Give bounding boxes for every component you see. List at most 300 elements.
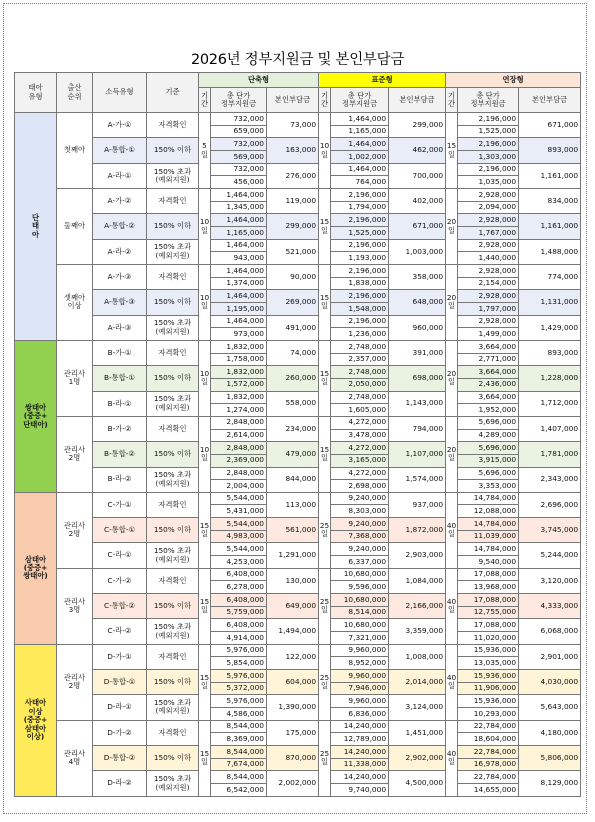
short-total-price: 2,848,000 [211, 416, 267, 429]
short-copay: 119,000 [267, 189, 319, 214]
standard-total-price: 2,196,000 [331, 315, 389, 328]
income-type-code: A-통합-③ [93, 290, 147, 315]
extended-gov-subsidy: 11,020,000 [458, 632, 519, 645]
standard-period: 15 일 [319, 416, 331, 492]
standard-total-price: 14,240,000 [331, 745, 389, 758]
criteria-label: 150% 초과 (예외지원) [147, 391, 199, 416]
income-type-code: D-라-① [93, 695, 147, 720]
short-copay: 269,000 [267, 290, 319, 315]
short-period: 15 일 [199, 644, 211, 720]
income-type-code: D-가-① [93, 644, 147, 669]
extended-copay: 893,000 [519, 340, 581, 365]
extended-copay: 1,407,000 [519, 416, 581, 441]
extended-gov-subsidy: 1,767,000 [458, 227, 519, 240]
extended-period: 20 일 [446, 416, 458, 492]
standard-gov-subsidy: 1,193,000 [331, 252, 389, 265]
criteria-label: 자격확인 [147, 265, 199, 290]
short-total-price: 8,544,000 [211, 771, 267, 784]
fetus-type-label: 쌍태아 (중증+ 단태아) [15, 340, 57, 492]
short-gov-subsidy: 4,914,000 [211, 632, 267, 645]
standard-gov-subsidy: 1,002,000 [331, 151, 389, 164]
standard-copay: 1,084,000 [389, 568, 446, 593]
header-fetus-type: 태아 유형 [15, 73, 57, 113]
short-period: 15 일 [199, 568, 211, 644]
short-period: 10 일 [199, 189, 211, 265]
short-copay: 175,000 [267, 720, 319, 745]
standard-period: 10 일 [319, 113, 331, 189]
standard-gov-subsidy: 8,303,000 [331, 505, 389, 518]
table-row [15, 214, 581, 227]
income-type-code: D-통합-① [93, 670, 147, 695]
short-gov-subsidy: 569,000 [211, 151, 267, 164]
extended-period: 20 일 [446, 189, 458, 265]
standard-gov-subsidy: 7,321,000 [331, 632, 389, 645]
short-copay: 844,000 [267, 467, 319, 492]
standard-total-price: 2,196,000 [331, 265, 389, 278]
table-row [15, 745, 581, 758]
header-extended-period: 기 간 [446, 88, 458, 113]
criteria-label: 150% 이하 [147, 214, 199, 239]
extended-total-price: 2,928,000 [458, 239, 519, 252]
extended-gov-subsidy: 13,968,000 [458, 581, 519, 594]
short-total-price: 2,848,000 [211, 467, 267, 480]
extended-copay: 1,781,000 [519, 442, 581, 467]
short-gov-subsidy: 4,586,000 [211, 707, 267, 720]
table-row [15, 720, 581, 733]
extended-gov-subsidy: 3,915,000 [458, 454, 519, 467]
standard-total-price: 2,748,000 [331, 340, 389, 353]
extended-total-price: 2,928,000 [458, 315, 519, 328]
header-short-total: 총 단가 정부지원금 [211, 88, 267, 113]
table-row [15, 695, 581, 708]
standard-total-price: 9,240,000 [331, 492, 389, 505]
short-gov-subsidy: 2,004,000 [211, 480, 267, 493]
income-type-code: A-가-② [93, 189, 147, 214]
extended-total-price: 14,784,000 [458, 492, 519, 505]
criteria-label: 150% 초과 (예외지원) [147, 467, 199, 492]
table-row [15, 543, 581, 556]
short-total-price: 8,544,000 [211, 720, 267, 733]
table-row [15, 138, 581, 151]
birth-order-label: 둘째아 [57, 189, 93, 265]
extended-total-price: 22,784,000 [458, 745, 519, 758]
income-type-code: B-가-② [93, 416, 147, 441]
short-gov-subsidy: 943,000 [211, 252, 267, 265]
extended-total-price: 3,664,000 [458, 366, 519, 379]
extended-gov-subsidy: 2,094,000 [458, 201, 519, 214]
standard-gov-subsidy: 9,596,000 [331, 581, 389, 594]
header-criteria: 기준 [147, 73, 199, 113]
short-total-price: 5,976,000 [211, 644, 267, 657]
table-row [15, 315, 581, 328]
extended-gov-subsidy: 3,353,000 [458, 480, 519, 493]
extended-total-price: 14,784,000 [458, 518, 519, 531]
standard-gov-subsidy: 6,337,000 [331, 556, 389, 569]
standard-copay: 391,000 [389, 340, 446, 365]
extended-copay: 671,000 [519, 113, 581, 138]
income-type-code: B-라-① [93, 391, 147, 416]
short-copay: 1,494,000 [267, 619, 319, 644]
short-copay: 870,000 [267, 745, 319, 770]
short-copay: 558,000 [267, 391, 319, 416]
extended-gov-subsidy: 1,797,000 [458, 302, 519, 315]
short-total-price: 5,976,000 [211, 695, 267, 708]
extended-total-price: 15,936,000 [458, 670, 519, 683]
standard-gov-subsidy: 3,165,000 [331, 454, 389, 467]
criteria-label: 150% 초과 (예외지원) [147, 619, 199, 644]
standard-total-price: 1,464,000 [331, 113, 389, 126]
short-copay: 1,291,000 [267, 543, 319, 568]
short-copay: 90,000 [267, 265, 319, 290]
standard-total-price: 2,196,000 [331, 239, 389, 252]
short-gov-subsidy: 659,000 [211, 125, 267, 138]
header-extended-copay: 본인부담금 [519, 88, 581, 113]
extended-period: 40 일 [446, 720, 458, 796]
short-copay: 649,000 [267, 594, 319, 619]
short-copay: 299,000 [267, 214, 319, 239]
short-total-price: 732,000 [211, 138, 267, 151]
table-row [15, 594, 581, 607]
table-row [15, 340, 581, 353]
standard-gov-subsidy: 1,548,000 [331, 302, 389, 315]
extended-total-price: 17,088,000 [458, 619, 519, 632]
standard-copay: 2,902,000 [389, 745, 446, 770]
page-title: 2026년 정부지원금 및 본인부담금 [190, 52, 405, 68]
standard-total-price: 14,240,000 [331, 720, 389, 733]
extended-total-price: 5,696,000 [458, 416, 519, 429]
short-gov-subsidy: 4,983,000 [211, 530, 267, 543]
table-row [15, 366, 581, 379]
criteria-label: 150% 초과 (예외지원) [147, 771, 199, 797]
extended-gov-subsidy: 12,088,000 [458, 505, 519, 518]
short-gov-subsidy: 2,614,000 [211, 429, 267, 442]
short-copay: 276,000 [267, 163, 319, 188]
extended-total-price: 2,196,000 [458, 113, 519, 126]
birth-order-label: 관리사 2명 [57, 644, 93, 720]
short-total-price: 1,832,000 [211, 340, 267, 353]
criteria-label: 자격확인 [147, 416, 199, 441]
income-type-code: C-라-② [93, 619, 147, 644]
criteria-label: 150% 이하 [147, 745, 199, 770]
birth-order-label: 첫째아 [57, 113, 93, 189]
table-row [15, 416, 581, 429]
criteria-label: 150% 초과 (예외지원) [147, 695, 199, 720]
extended-copay: 4,180,000 [519, 720, 581, 745]
extended-total-price: 3,664,000 [458, 340, 519, 353]
table-row [15, 391, 581, 404]
standard-total-price: 1,464,000 [331, 163, 389, 176]
short-copay: 260,000 [267, 366, 319, 391]
table-row [15, 290, 581, 303]
short-total-price: 732,000 [211, 163, 267, 176]
extended-total-price: 5,696,000 [458, 442, 519, 455]
extended-gov-subsidy: 1,525,000 [458, 125, 519, 138]
standard-gov-subsidy: 2,698,000 [331, 480, 389, 493]
extended-copay: 1,131,000 [519, 290, 581, 315]
standard-copay: 2,903,000 [389, 543, 446, 568]
short-copay: 73,000 [267, 113, 319, 138]
standard-total-price: 4,272,000 [331, 467, 389, 480]
standard-gov-subsidy: 1,794,000 [331, 201, 389, 214]
short-total-price: 8,544,000 [211, 745, 267, 758]
extended-copay: 1,161,000 [519, 214, 581, 239]
extended-gov-subsidy: 14,655,000 [458, 783, 519, 796]
standard-gov-subsidy: 764,000 [331, 176, 389, 189]
criteria-label: 자격확인 [147, 113, 199, 138]
short-total-price: 1,464,000 [211, 214, 267, 227]
header-short-period: 기 간 [199, 88, 211, 113]
short-gov-subsidy: 1,572,000 [211, 378, 267, 391]
criteria-label: 150% 이하 [147, 290, 199, 315]
income-type-code: A-가-① [93, 113, 147, 138]
extended-total-price: 2,928,000 [458, 290, 519, 303]
extended-copay: 2,696,000 [519, 492, 581, 517]
extended-total-price: 22,784,000 [458, 771, 519, 784]
short-total-price: 5,544,000 [211, 492, 267, 505]
short-gov-subsidy: 1,345,000 [211, 201, 267, 214]
subsidy-table [14, 72, 581, 797]
extended-gov-subsidy: 16,978,000 [458, 758, 519, 771]
standard-total-price: 2,196,000 [331, 189, 389, 202]
criteria-label: 자격확인 [147, 189, 199, 214]
standard-period: 25 일 [319, 492, 331, 568]
income-type-code: A-라-② [93, 239, 147, 264]
income-type-code: D-라-② [93, 771, 147, 797]
extended-total-price: 3,664,000 [458, 391, 519, 404]
extended-gov-subsidy: 11,039,000 [458, 530, 519, 543]
short-copay: 521,000 [267, 239, 319, 264]
short-total-price: 1,464,000 [211, 239, 267, 252]
birth-order-label: 관리사 4명 [57, 720, 93, 796]
extended-copay: 6,068,000 [519, 619, 581, 644]
criteria-label: 자격확인 [147, 644, 199, 669]
short-gov-subsidy: 5,372,000 [211, 682, 267, 695]
criteria-label: 자격확인 [147, 720, 199, 745]
standard-total-price: 2,748,000 [331, 366, 389, 379]
short-gov-subsidy: 8,369,000 [211, 733, 267, 746]
standard-total-price: 9,960,000 [331, 644, 389, 657]
criteria-label: 150% 이하 [147, 366, 199, 391]
standard-gov-subsidy: 2,357,000 [331, 353, 389, 366]
standard-copay: 3,359,000 [389, 619, 446, 644]
standard-gov-subsidy: 6,836,000 [331, 707, 389, 720]
standard-total-price: 2,196,000 [331, 214, 389, 227]
standard-total-price: 10,680,000 [331, 594, 389, 607]
standard-copay: 1,143,000 [389, 391, 446, 416]
extended-copay: 4,030,000 [519, 670, 581, 695]
standard-gov-subsidy: 9,740,000 [331, 783, 389, 796]
standard-gov-subsidy: 1,605,000 [331, 404, 389, 417]
standard-total-price: 9,240,000 [331, 518, 389, 531]
fetus-type-label: 단 태 아 [15, 113, 57, 341]
extended-copay: 774,000 [519, 265, 581, 290]
criteria-label: 150% 이하 [147, 138, 199, 163]
header-standard-period: 기 간 [319, 88, 331, 113]
extended-total-price: 22,784,000 [458, 720, 519, 733]
extended-total-price: 2,928,000 [458, 214, 519, 227]
extended-gov-subsidy: 1,440,000 [458, 252, 519, 265]
extended-copay: 8,129,000 [519, 771, 581, 797]
criteria-label: 150% 이하 [147, 442, 199, 467]
short-gov-subsidy: 4,253,000 [211, 556, 267, 569]
short-gov-subsidy: 1,374,000 [211, 277, 267, 290]
table-row [15, 771, 581, 784]
standard-copay: 1,107,000 [389, 442, 446, 467]
table-row [15, 113, 581, 126]
criteria-label: 150% 초과 (예외지원) [147, 543, 199, 568]
standard-total-price: 2,748,000 [331, 391, 389, 404]
standard-copay: 700,000 [389, 163, 446, 188]
extended-total-price: 15,936,000 [458, 644, 519, 657]
standard-copay: 671,000 [389, 214, 446, 239]
table-row [15, 619, 581, 632]
extended-copay: 1,488,000 [519, 239, 581, 264]
extended-period: 40 일 [446, 492, 458, 568]
table-row [15, 568, 581, 581]
table-row [15, 265, 581, 278]
header-standard-total: 총 단가 정부지원금 [331, 88, 389, 113]
standard-copay: 1,451,000 [389, 720, 446, 745]
extended-period: 20 일 [446, 340, 458, 416]
standard-copay: 358,000 [389, 265, 446, 290]
criteria-label: 자격확인 [147, 568, 199, 593]
short-period: 10 일 [199, 340, 211, 416]
income-type-code: A-통합-① [93, 138, 147, 163]
header-extended-total: 총 단가 정부지원금 [458, 88, 519, 113]
criteria-label: 자격확인 [147, 492, 199, 517]
standard-gov-subsidy: 1,165,000 [331, 125, 389, 138]
standard-copay: 2,014,000 [389, 670, 446, 695]
extended-copay: 3,120,000 [519, 568, 581, 593]
criteria-label: 150% 이하 [147, 594, 199, 619]
short-gov-subsidy: 456,000 [211, 176, 267, 189]
income-type-code: C-가-② [93, 568, 147, 593]
short-total-price: 6,408,000 [211, 619, 267, 632]
short-total-price: 6,408,000 [211, 594, 267, 607]
extended-gov-subsidy: 2,436,000 [458, 378, 519, 391]
income-type-code: D-가-② [93, 720, 147, 745]
short-total-price: 1,464,000 [211, 315, 267, 328]
criteria-label: 150% 이하 [147, 670, 199, 695]
criteria-label: 자격확인 [147, 340, 199, 365]
header-short: 단축형 [199, 73, 319, 88]
short-copay: 604,000 [267, 670, 319, 695]
standard-gov-subsidy: 11,338,000 [331, 758, 389, 771]
extended-period: 40 일 [446, 568, 458, 644]
table-row [15, 467, 581, 480]
short-total-price: 1,464,000 [211, 290, 267, 303]
standard-total-price: 4,272,000 [331, 416, 389, 429]
short-total-price: 5,544,000 [211, 543, 267, 556]
standard-gov-subsidy: 12,789,000 [331, 733, 389, 746]
standard-copay: 1,574,000 [389, 467, 446, 492]
table-row [15, 670, 581, 683]
table-row [15, 644, 581, 657]
standard-gov-subsidy: 2,050,000 [331, 378, 389, 391]
table-row [15, 239, 581, 252]
extended-gov-subsidy: 1,499,000 [458, 328, 519, 341]
income-type-code: B-가-① [93, 340, 147, 365]
standard-total-price: 1,464,000 [331, 138, 389, 151]
income-type-code: A-라-① [93, 163, 147, 188]
extended-gov-subsidy: 1,952,000 [458, 404, 519, 417]
standard-copay: 960,000 [389, 315, 446, 340]
standard-gov-subsidy: 7,368,000 [331, 530, 389, 543]
extended-total-price: 2,196,000 [458, 138, 519, 151]
short-gov-subsidy: 1,274,000 [211, 404, 267, 417]
standard-total-price: 10,680,000 [331, 619, 389, 632]
standard-copay: 937,000 [389, 492, 446, 517]
extended-gov-subsidy: 13,035,000 [458, 657, 519, 670]
short-gov-subsidy: 7,674,000 [211, 758, 267, 771]
birth-order-label: 셋째아 이상 [57, 265, 93, 341]
short-gov-subsidy: 5,854,000 [211, 657, 267, 670]
extended-copay: 1,161,000 [519, 163, 581, 188]
standard-gov-subsidy: 7,946,000 [331, 682, 389, 695]
income-type-code: D-통합-② [93, 745, 147, 770]
birth-order-label: 관리사 1명 [57, 340, 93, 416]
extended-gov-subsidy: 12,755,000 [458, 606, 519, 619]
standard-period: 15 일 [319, 265, 331, 341]
extended-gov-subsidy: 18,604,000 [458, 733, 519, 746]
extended-total-price: 17,088,000 [458, 568, 519, 581]
standard-copay: 794,000 [389, 416, 446, 441]
standard-copay: 462,000 [389, 138, 446, 163]
header-standard: 표준형 [319, 73, 446, 88]
short-gov-subsidy: 6,542,000 [211, 783, 267, 796]
extended-copay: 5,806,000 [519, 745, 581, 770]
standard-total-price: 9,240,000 [331, 543, 389, 556]
standard-total-price: 14,240,000 [331, 771, 389, 784]
standard-copay: 3,124,000 [389, 695, 446, 720]
birth-order-label: 관리사 2명 [57, 492, 93, 568]
income-type-code: B-통합-② [93, 442, 147, 467]
standard-copay: 299,000 [389, 113, 446, 138]
short-period: 10 일 [199, 416, 211, 492]
short-gov-subsidy: 1,195,000 [211, 302, 267, 315]
short-gov-subsidy: 5,431,000 [211, 505, 267, 518]
income-type-code: B-라-② [93, 467, 147, 492]
standard-gov-subsidy: 8,952,000 [331, 657, 389, 670]
criteria-label: 150% 이하 [147, 518, 199, 543]
extended-copay: 4,333,000 [519, 594, 581, 619]
standard-copay: 402,000 [389, 189, 446, 214]
short-total-price: 1,832,000 [211, 391, 267, 404]
extended-copay: 1,228,000 [519, 366, 581, 391]
extended-copay: 5,244,000 [519, 543, 581, 568]
short-copay: 2,002,000 [267, 771, 319, 797]
short-gov-subsidy: 2,369,000 [211, 454, 267, 467]
short-total-price: 2,848,000 [211, 442, 267, 455]
extended-gov-subsidy: 4,289,000 [458, 429, 519, 442]
short-gov-subsidy: 1,165,000 [211, 227, 267, 240]
income-type-code: A-가-③ [93, 265, 147, 290]
extended-total-price: 2,928,000 [458, 265, 519, 278]
header-extended: 연장형 [446, 73, 581, 88]
standard-copay: 4,500,000 [389, 771, 446, 797]
standard-period: 15 일 [319, 340, 331, 416]
extended-total-price: 15,936,000 [458, 695, 519, 708]
standard-period: 25 일 [319, 720, 331, 796]
standard-gov-subsidy: 3,478,000 [331, 429, 389, 442]
extended-total-price: 5,696,000 [458, 467, 519, 480]
table-row [15, 442, 581, 455]
standard-copay: 698,000 [389, 366, 446, 391]
extended-total-price: 2,196,000 [458, 163, 519, 176]
short-period: 15 일 [199, 720, 211, 796]
short-gov-subsidy: 1,758,000 [211, 353, 267, 366]
extended-total-price: 14,784,000 [458, 543, 519, 556]
